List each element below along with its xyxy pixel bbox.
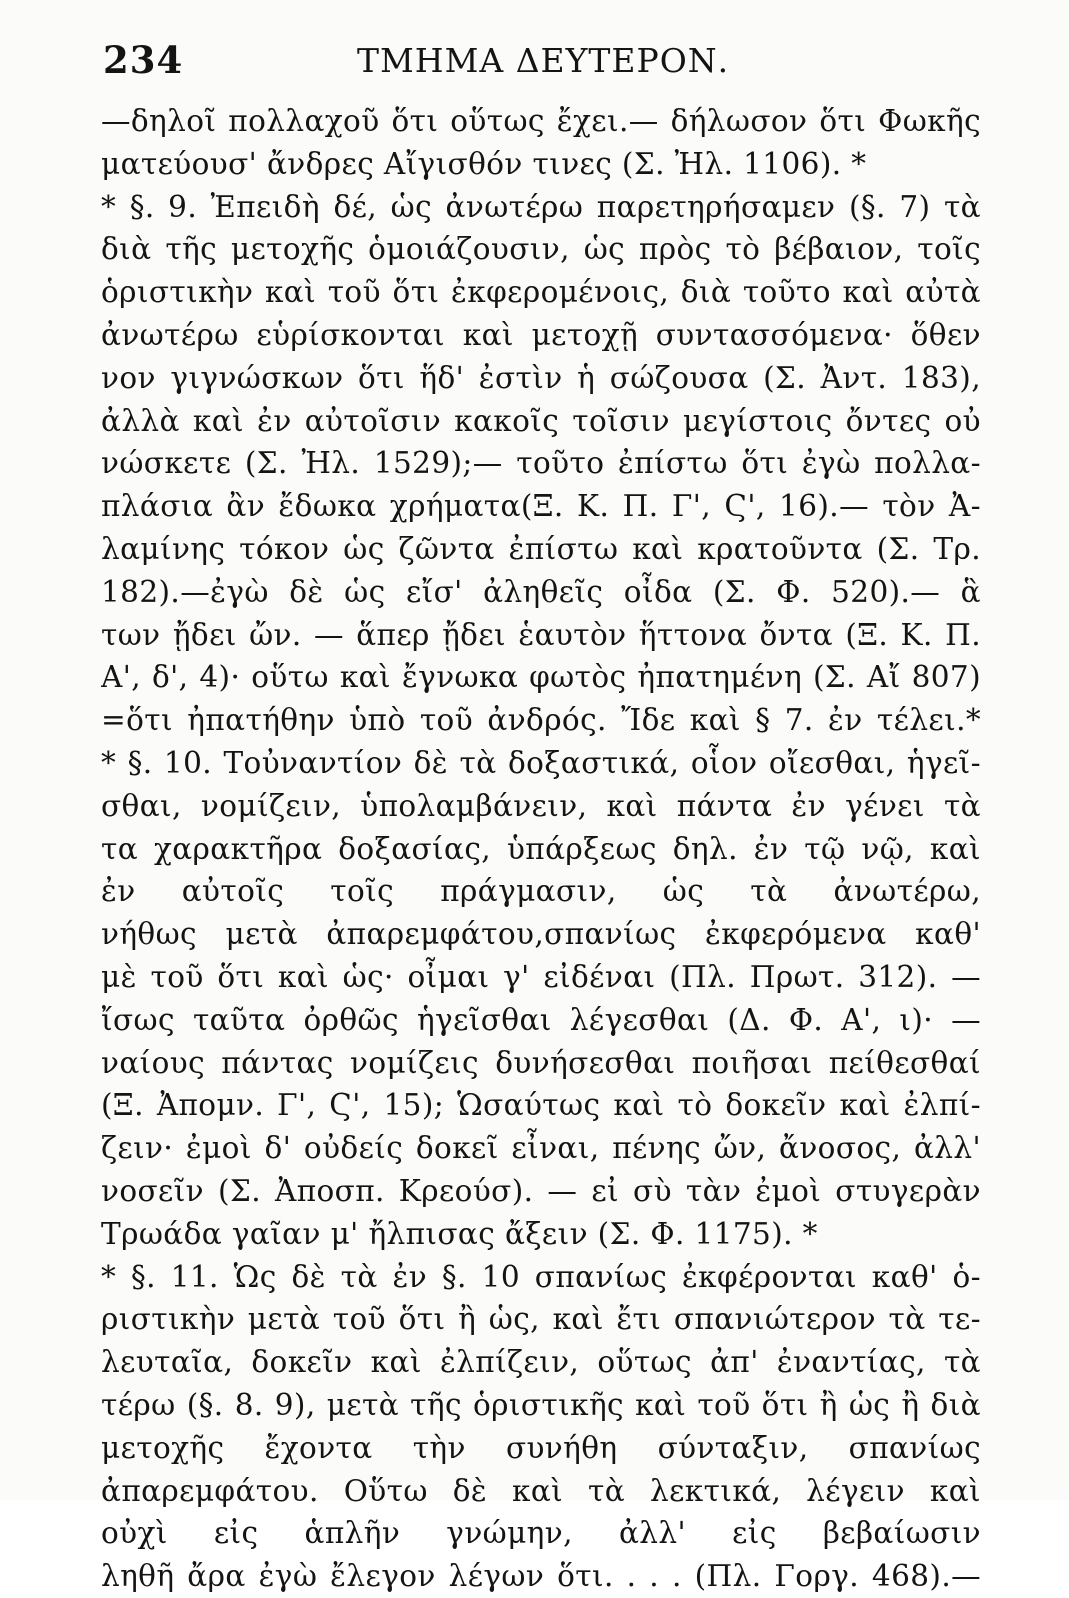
- text-line: διὰ τῆς μετοχῆς ὁμοιάζουσιν, ὡς πρὸς τὸ βέβαιον, τοῖς: [101, 232, 981, 267]
- text-line: νον γιγνώσκων ὅτι ἥδ' ἐστὶν ἡ σώζουσα (Σ. Ἀντ. 183),: [101, 360, 981, 395]
- text-line: λευταῖα, δοκεῖν καὶ ἐλπίζειν, οὕτως ἀπ' ἐναντίας, τὰ: [101, 1345, 981, 1380]
- text-line: σθαι, νομίζειν, ὑπολαμβάνειν, καὶ πάντα ἐν γένει τὰ: [101, 788, 981, 823]
- text-line: πλάσια ἂν ἔδωκα χρήματα(Ξ. Κ. Π. Γ', Ϛ', 16).— τὸν Ἀ-: [101, 489, 981, 524]
- text-line: ματεύουσ' ἄνδρες Αἴγισθόν τινες (Σ. Ἠλ. 1106). *: [101, 146, 867, 181]
- text-line: ναίους πάντας νομίζεις δυνήσεσθαι ποιῆσαι πείθεσθαί: [101, 1045, 981, 1080]
- text-line: μετοχῆς ἔχοντα τὴν συνήθη σύνταξιν, σπανίως: [101, 1430, 981, 1465]
- text-line: των ᾔδει ὤν. — ἅπερ ᾔδει ἑαυτὸν ἥττονα ὄντα (Ξ. Κ. Π.: [101, 617, 981, 652]
- body-text: [101, 100, 981, 1598]
- text-line: λαμίνης τόκον ὡς ζῶντα ἐπίστω καὶ κρατοῦντα (Σ. Τρ.: [101, 531, 981, 566]
- text-line: ληθῆ ἄρα ἐγὼ ἔλεγον λέγων ὅτι. . . . (Πλ. Γοργ. 468).—: [101, 1559, 981, 1594]
- text-line: Α', δ', 4)· οὕτω καὶ ἔγνωκα φωτὸς ἠπατημένη (Σ. Αἴ 807): [101, 660, 981, 695]
- text-line: * §. 9. Ἐπειδὴ δέ, ὡς ἀνωτέρω παρετηρήσαμεν (§. 7) τὰ: [101, 189, 981, 224]
- page-number: 234: [103, 38, 184, 82]
- text-line: ἀλλὰ καὶ ἐν αὐτοῖσιν κακοῖς τοῖσιν μεγίστοις ὄντες οὐ: [101, 403, 981, 438]
- text-line: ριστικὴν μετὰ τοῦ ὅτι ἢ ὡς, καὶ ἔτι σπανιώτερον τὰ τε-: [101, 1302, 981, 1337]
- running-head: ΤΜΗΜΑ ΔΕΥΤΕΡΟΝ.: [357, 41, 730, 80]
- text-line: ὁριστικὴν καὶ τοῦ ὅτι ἐκφερομένοις, διὰ τοῦτο καὶ αὐτὰ: [101, 275, 981, 310]
- text-line: ζειν· ἐμοὶ δ' οὐδείς δοκεῖ εἶναι, πένης ὤν, ἄνοσος, ἀλλ': [101, 1131, 981, 1166]
- text-line: Τρωάδα γαῖαν μ' ἤλπισας ἄξειν (Σ. Φ. 1175). *: [101, 1216, 818, 1251]
- text-line: τα χαρακτῆρα δοξασίας, ὑπάρξεως δηλ. ἐν τῷ νῷ, καὶ: [101, 831, 981, 866]
- text-line: ἀπαρεμφάτου. Οὕτω δὲ καὶ τὰ λεκτικά, λέγειν καὶ: [101, 1473, 981, 1508]
- text-line: νώσκετε (Σ. Ἠλ. 1529);— τοῦτο ἐπίστω ὅτι ἐγὼ πολλα-: [101, 446, 981, 481]
- text-line: * §. 11. Ὡς δὲ τὰ ἐν §. 10 σπανίως ἐκφέρονται καθ' ὁ-: [101, 1259, 981, 1294]
- text-line: οὐχὶ εἰς ἁπλῆν γνώμην, ἀλλ' εἰς βεβαίωσιν: [101, 1516, 981, 1551]
- text-line: νήθως μετὰ ἀπαρεμφάτου,σπανίως ἐκφερόμενα καθ': [101, 917, 981, 952]
- text-line: 182).—ἐγὼ δὲ ὡς εἴσ' ἀληθεῖς οἶδα (Σ. Φ. 520).— ἃ: [101, 574, 981, 609]
- text-line: ἴσως ταῦτα ὀρθῶς ἡγεῖσθαι λέγεσθαι (Δ. Φ. Α', ι)· —: [101, 1002, 981, 1037]
- text-line: (Ξ. Ἀπομν. Γ', Ϛ', 15); Ὡσαύτως καὶ τὸ δοκεῖν καὶ ἐλπί-: [101, 1088, 981, 1123]
- text-line: ἀνωτέρω εὑρίσκονται καὶ μετοχῇ συντασσόμενα· ὅθεν: [101, 317, 981, 352]
- text-line: * §. 10. Τοὐναντίον δὲ τὰ δοξαστικά, οἷον οἴεσθαι, ἡγεῖ-: [101, 745, 981, 780]
- text-line: =ὅτι ἠπατήθην ὑπὸ τοῦ ἀνδρός. Ἴδε καὶ § 7. ἐν τέλει.*: [101, 703, 981, 738]
- text-line: τέρω (§. 8. 9), μετὰ τῆς ὁριστικῆς καὶ τοῦ ὅτι ἢ ὡς ἢ διὰ: [101, 1387, 981, 1422]
- text-line: ἐν αὐτοῖς τοῖς πράγμασιν, ὡς τὰ ἀνωτέρω,: [101, 874, 981, 909]
- text-line: νοσεῖν (Σ. Ἀποσπ. Κρεούσ). — εἰ σὺ τὰν ἐμοὶ στυγερὰν: [101, 1173, 981, 1208]
- text-line: μὲ τοῦ ὅτι καὶ ὡς· οἶμαι γ' εἰδέναι (Πλ. Πρωτ. 312). —: [101, 959, 981, 994]
- text-line: —δηλοῖ πολλαχοῦ ὅτι οὕτως ἔχει.— δήλωσον ὅτι Φωκῆς: [101, 104, 981, 138]
- page-header: [103, 38, 983, 88]
